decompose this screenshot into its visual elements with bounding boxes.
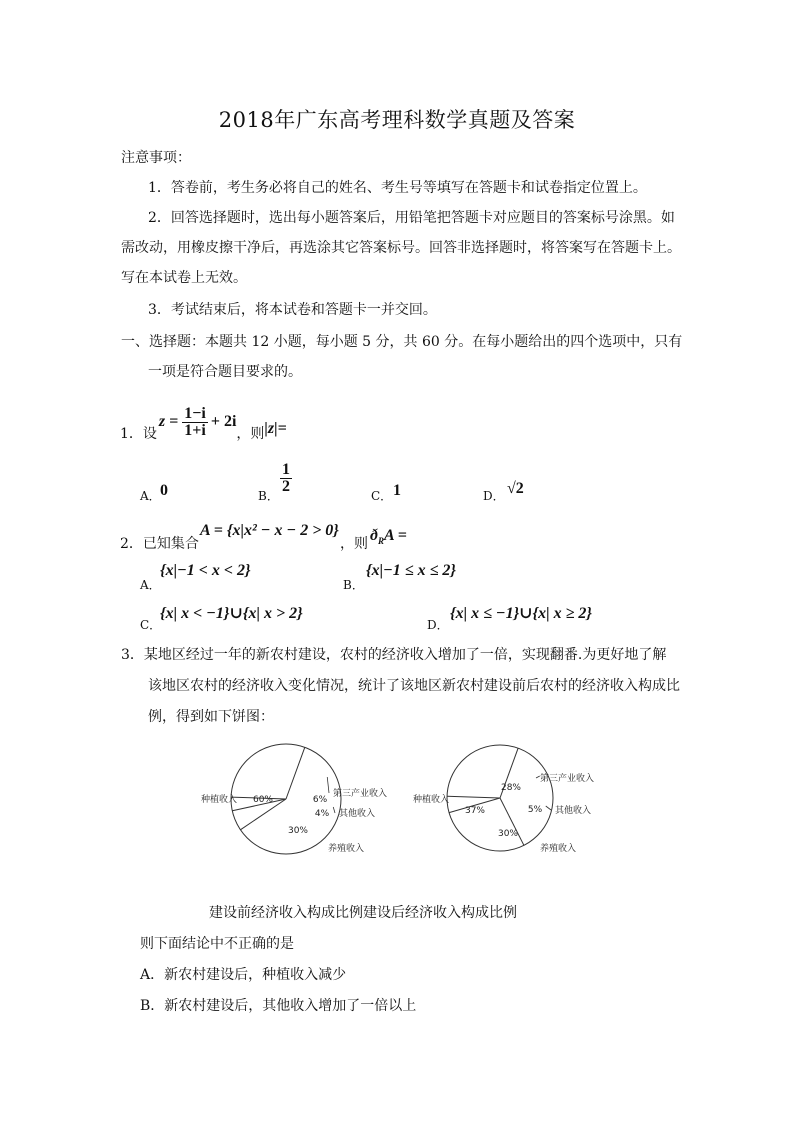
q3-line-3: 例，得到如下饼图： bbox=[148, 709, 274, 725]
question-1 bbox=[120, 400, 287, 444]
notice-item-2-line-1: 2．回答选择题时，选出每小题答案后，用铅笔把答题卡对应题目的答案标号涂黑。如 bbox=[148, 210, 675, 226]
q2-option-d-value: {x| x ≤ −1}∪{x| x ≥ 2} bbox=[450, 605, 592, 622]
pie-chart-after bbox=[413, 745, 594, 854]
pie-label-breeding-category: 养殖收入 bbox=[540, 844, 577, 854]
q2-then: ，则 bbox=[340, 536, 368, 552]
notice-item-2-line-3: 写在本试卷上无效。 bbox=[121, 270, 247, 286]
pie-label-tertiary-value: 6% bbox=[312, 795, 328, 805]
pie-leader-tertiary bbox=[327, 777, 329, 793]
pie-slice-planting-edge bbox=[286, 747, 305, 799]
q3-question: 则下面结论中不正确的是 bbox=[140, 936, 294, 952]
pie-label-tertiary-category: 第三产业收入 bbox=[540, 774, 595, 784]
q2-option-d-label: D． bbox=[427, 618, 449, 632]
q2-prefix: 2．已知集合 bbox=[120, 536, 199, 552]
q1-option-b-fraction bbox=[280, 462, 292, 495]
section-1-line-1: 一、选择题：本题共 12 小题，每小题 5 分，共 60 分。在每小题给出的四个选项中，只有 bbox=[121, 334, 683, 350]
q1-option-d-label: D． bbox=[483, 489, 505, 503]
q1-abs-z: |z|= bbox=[264, 420, 287, 437]
pie-label-planting-value: 60% bbox=[252, 795, 274, 805]
q1-option-c-label: C． bbox=[371, 489, 393, 503]
pie-charts bbox=[0, 740, 794, 880]
q1-option-b-denominator: 2 bbox=[282, 478, 290, 495]
q1-prefix: 1．设 bbox=[120, 426, 157, 442]
pie-label-tertiary-value: 28% bbox=[500, 783, 522, 793]
section-1-line-2: 一项是符合题目要求的。 bbox=[148, 364, 302, 380]
notice-item-2-line-2: 需改动，用橡皮擦干净后，再选涂其它答案标号。回答非选择题时，将答案写在答题卡上。 bbox=[121, 240, 681, 256]
notice-item-1: 1．答卷前，考生务必将自己的姓名、考生号等填写在答题卡和试卷指定位置上。 bbox=[148, 180, 647, 196]
q1-option-b-numerator: 1 bbox=[282, 461, 290, 478]
pie-label-planting-category: 种植收入 bbox=[200, 795, 237, 805]
q1-option-d-value: √2 bbox=[507, 480, 524, 497]
q3-option-b: B．新农村建设后，其他收入增加了一倍以上 bbox=[140, 998, 417, 1014]
q1-frac-denominator: 1+i bbox=[184, 421, 206, 439]
pie-label-breeding-value: 30% bbox=[287, 826, 309, 836]
pie-label-planting-value: 37% bbox=[464, 806, 486, 816]
q2-option-c-value: {x| x < −1}∪{x| x > 2} bbox=[160, 605, 303, 622]
pie-label-other-category: 其他收入 bbox=[339, 809, 376, 819]
pie-chart-before bbox=[201, 744, 387, 854]
q3-line-2: 该地区农村的经济收入变化情况，统计了该地区新农村建设前后农村的经济收入构成比 bbox=[148, 678, 680, 694]
q2-complement-expression bbox=[370, 527, 407, 546]
q2-option-b-label: B． bbox=[343, 578, 364, 592]
q3-line-1: 3．某地区经过一年的新农村建设，农村的经济收入增加了一倍，实现翻番.为更好地了解 bbox=[121, 647, 667, 663]
page-title: 2018年广东高考理科数学真题及答案 bbox=[218, 108, 576, 132]
pie-label-planting-category: 种植收入 bbox=[412, 795, 449, 805]
q1-z-eq: z = bbox=[158, 413, 179, 430]
notice-heading: 注意事项： bbox=[121, 150, 191, 166]
pie-label-tertiary-category: 第三产业收入 bbox=[333, 789, 388, 799]
q1-plus: + 2i bbox=[210, 413, 237, 430]
notice-item-3: 3．考试结束后，将本试卷和答题卡一并交回。 bbox=[148, 302, 437, 318]
chart-caption: 建设前经济收入构成比例建设后经济收入构成比例 bbox=[209, 905, 517, 921]
pie-label-other-value: 4% bbox=[314, 809, 330, 819]
q1-frac-numerator: 1−i bbox=[184, 404, 206, 422]
pie-label-other-value: 5% bbox=[527, 805, 543, 815]
q2-set-a: A = {x|x² − x − 2 > 0} bbox=[200, 522, 339, 539]
pie-label-breeding-value: 30% bbox=[497, 829, 519, 839]
q2-option-a-value: {x|−1 < x < 2} bbox=[160, 562, 251, 579]
q1-option-a-value: 0 bbox=[160, 482, 168, 499]
q1-then: ，则 bbox=[236, 426, 265, 442]
q2-option-a-label: A． bbox=[140, 578, 161, 592]
q1-option-b-label: B． bbox=[258, 489, 279, 503]
pie-label-breeding-category: 养殖收入 bbox=[328, 844, 365, 854]
pie-leader-other bbox=[333, 807, 335, 813]
q2-option-c-label: C． bbox=[140, 618, 162, 632]
q3-option-a: A．新农村建设后，种植收入减少 bbox=[140, 967, 347, 983]
pie-leader-other bbox=[546, 806, 551, 810]
q1-fraction bbox=[182, 406, 208, 439]
q2-complement-symbol: ð bbox=[370, 527, 378, 544]
q2-option-b-value: {x|−1 ≤ x ≤ 2} bbox=[366, 562, 456, 579]
q2-complement-sub: R bbox=[378, 536, 385, 547]
pie-label-other-category: 其他收入 bbox=[555, 806, 592, 816]
pie-slice-breeding-edge bbox=[447, 796, 500, 798]
q2-complement-a: A = bbox=[384, 527, 407, 544]
q1-option-c-value: 1 bbox=[393, 482, 401, 499]
q1-option-a-label: A． bbox=[140, 489, 161, 503]
